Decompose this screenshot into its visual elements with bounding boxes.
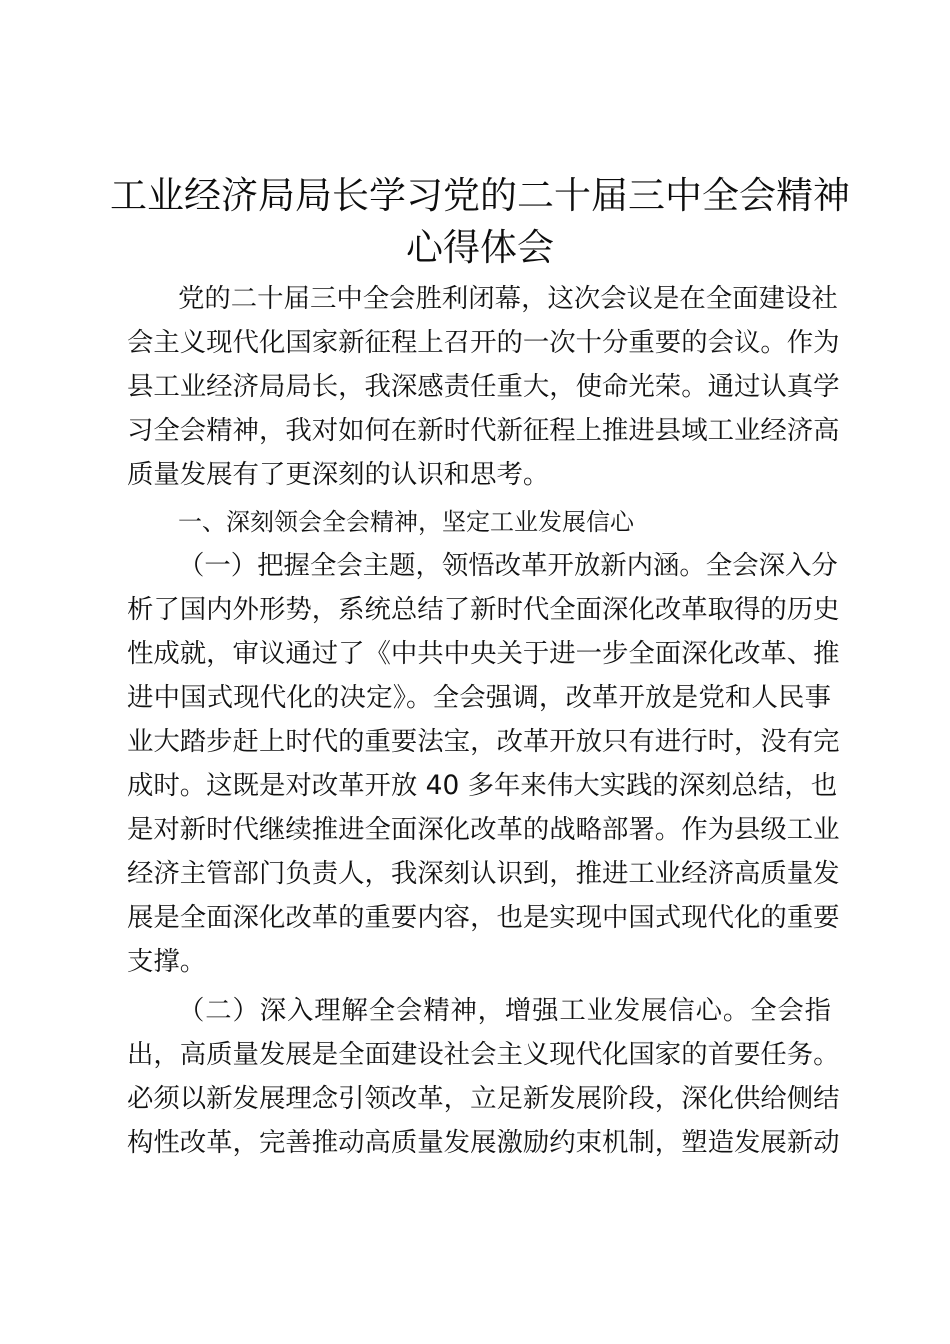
paragraph-line: 是对新时代继续推进全面深化改革的战略部署。作为县级工业: [127, 814, 840, 845]
document-title-line-1: 工业经济局局长学习党的二十届三中全会精神: [110, 174, 850, 217]
paragraph-line: 支撑。: [127, 946, 207, 977]
paragraph-line: 构性改革，完善推动高质量发展激励约束机制，塑造发展新动: [127, 1127, 840, 1158]
section-heading: 一、深刻领会全会精神，坚定工业发展信心: [178, 508, 634, 536]
paragraph-line: 会主义现代化国家新征程上召开的一次十分重要的会议。作为: [127, 327, 840, 358]
paragraph-line: 析了国内外形势，系统总结了新时代全面深化改革取得的历史: [127, 594, 840, 625]
paragraph-line: 习全会精神，我对如何在新时代新征程上推进县域工业经济高: [127, 415, 840, 446]
paragraph-line: 进中国式现代化的决定》。全会强调，改革开放是党和人民事: [127, 682, 831, 713]
document-title-line-2: 心得体会: [406, 226, 554, 269]
paragraph-line: 县工业经济局局长，我深感责任重大，使命光荣。通过认真学: [127, 371, 840, 402]
paragraph-line: 党的二十届三中全会胜利闭幕，这次会议是在全面建设社: [178, 283, 838, 314]
paragraph-line: 成时。这既是对改革开放 40 多年来伟大实践的深刻总结，也: [127, 770, 838, 801]
paragraph-line: （一）把握全会主题，领悟改革开放新内涵。全会深入分: [178, 550, 838, 581]
paragraph-line: （二）深入理解全会精神，增强工业发展信心。全会指: [178, 995, 831, 1026]
paragraph-line: 业大踏步赶上时代的重要法宝，改革开放只有进行时，没有完: [127, 726, 840, 757]
paragraph-line: 质量发展有了更深刻的认识和思考。: [127, 459, 550, 490]
paragraph-line: 经济主管部门负责人，我深刻认识到，推进工业经济高质量发: [127, 858, 840, 889]
paragraph-line: 必须以新发展理念引领改革，立足新发展阶段，深化供给侧结: [127, 1083, 840, 1114]
paragraph-line: 展是全面深化改革的重要内容，也是实现中国式现代化的重要: [127, 902, 840, 933]
paragraph-line: 性成就，审议通过了《中共中央关于进一步全面深化改革、推: [127, 638, 840, 669]
paragraph-line: 出，高质量发展是全面建设社会主义现代化国家的首要任务。: [127, 1039, 840, 1070]
